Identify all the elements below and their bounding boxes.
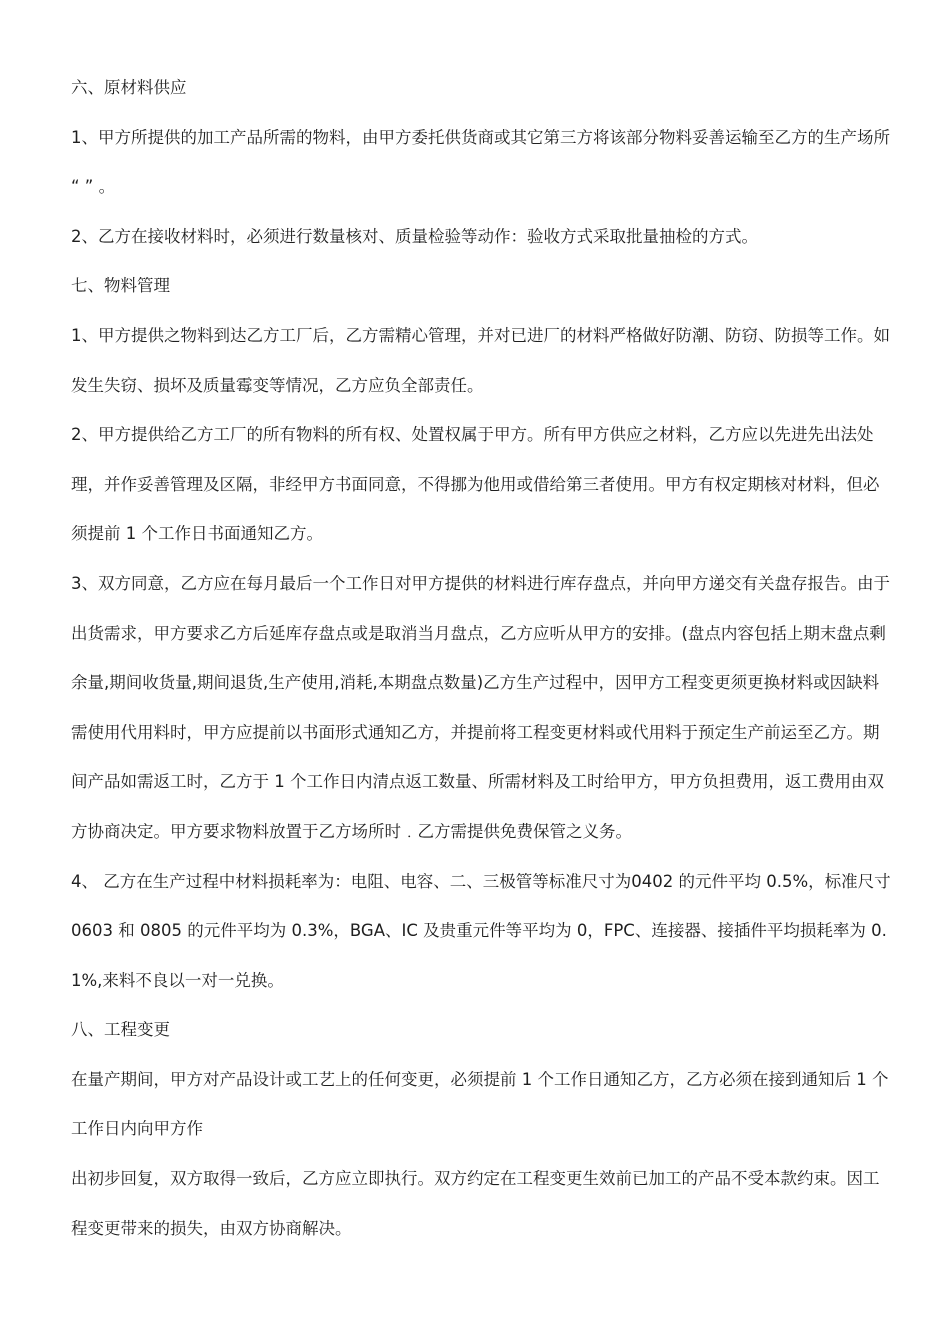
paragraph: 在量产期间，甲方对产品设计或工艺上的任何变更，必须提前 1 个工作日通知乙方，乙方必须在接到通知后 1 个工作日内向甲方作 — [71, 1069, 889, 1139]
paragraph: 出初步回复，双方取得一致后，乙方应立即执行。双方约定在工程变更生效前已加工的产品不受本款约束。因工程变更带来的损失，由双方协商解决。 — [71, 1169, 880, 1238]
paragraph: 1、甲方提供之物料到达乙方工厂后，乙方需精心管理，并对已进厂的材料严格做好防潮、防窃、防损等工作。如发生失窃、损坏及质量霉变等情况，乙方应负全部责任。 — [71, 325, 890, 395]
section-heading-engineering-change: 八、工程变更 — [71, 1020, 170, 1040]
section-heading-material-management: 七、物料管理 — [71, 276, 170, 296]
paragraph: 4、 乙方在生产过程中材料损耗率为：电阻、电容、二、三极管等标准尺寸为0402 的元件平均 0.5%，标准尺寸 0603 和 0805 的元件平均为 0.3%，BGA、IC 及贵重元件等平均为 0，FPC、连接器、接插件平均损耗率为 0.1%,来料不良以一对一兑换。 — [71, 871, 891, 990]
paragraph: 3、双方同意，乙方应在每月最后一个工作日对甲方提供的材料进行库存盘点，并向甲方递交有关盘存报告。由于出货需求，甲方要求乙方后延库存盘点或是取消当月盘点，乙方应听从甲方的安排。(盘点内容包括上期末盘点剩余量,期间收货量,期间退货,生产使用,消耗,本期盘点数量)乙方生产过程中，因甲方工程变更须更换材料或因缺料需使用代用料时，甲方应提前以书面形式通知乙方，并提前将工程变更材料或代用料于预定生产前运至乙方。期间产品如需返工时，乙方于 1 个工作日内清点返工数量、所需材料及工时给甲方，甲方负担费用，返工费用由双方协商决定。甲方要求物料放置于乙方场所时﹒乙方需提供免费保管之义务。 — [71, 573, 890, 841]
section-heading-raw-material-supply: 六、原材料供应 — [71, 78, 187, 97]
paragraph: 1、甲方所提供的加工产品所需的物料，由甲方委托供货商或其它第三方将该部分物料妥善运输至乙方的生产场所 “ ” 。 — [71, 127, 890, 197]
paragraph: 2、甲方提供给乙方工厂的所有物料的所有权、处置权属于甲方。所有甲方供应之材料，乙方应以先进先出法处理，并作妥善管理及区隔，非经甲方书面同意，不得挪为他用或借给第三者使用。甲方有权定期核对材料，但必须提前 1 个工作日书面通知乙方。 — [71, 425, 880, 544]
paragraph: 2、乙方在接收材料时，必须进行数量核对、质量检验等动作：验收方式采取批量抽检的方式。 — [71, 226, 758, 246]
document-body — [71, 63, 893, 1253]
